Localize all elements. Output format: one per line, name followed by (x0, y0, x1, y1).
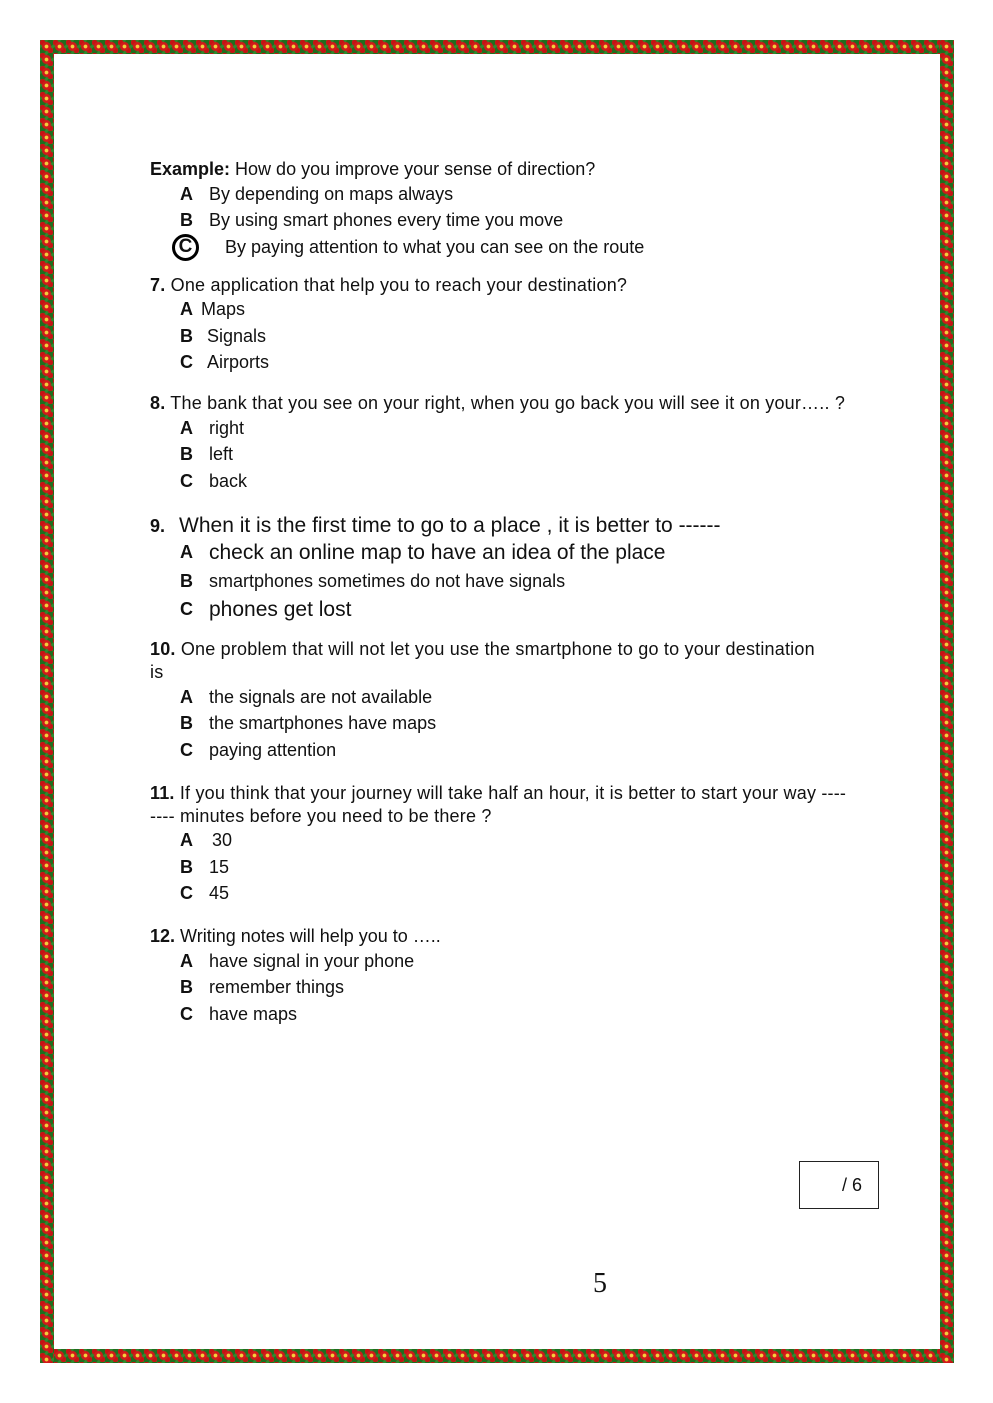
option-letter: C (180, 883, 193, 904)
option-text: By using smart phones every time you move (209, 210, 564, 231)
option-text: By depending on maps always (209, 183, 454, 204)
option-b (150, 711, 870, 738)
option-a (150, 415, 870, 442)
question-8 (150, 392, 870, 495)
score-text: / 6 (841, 1174, 862, 1195)
option-text: Maps (201, 299, 246, 320)
option-letter: B (180, 325, 193, 346)
option-letter: A (180, 830, 193, 851)
option-letter: A (180, 950, 193, 971)
option-text: the smartphones have maps (209, 713, 437, 734)
example-question-text: How do you improve your sense of direction? (230, 159, 596, 179)
question-body: One application that help you to reach your destination? (165, 274, 628, 295)
option-letter: B (180, 713, 193, 734)
option-text: check an online map to have an idea of the place (209, 540, 666, 564)
question-number: 7. (150, 274, 166, 295)
question-body: If you think that your journey will take half an hour, it is better to start your way -------- minutes before you need to be there ? (150, 782, 847, 826)
option-a (150, 297, 870, 324)
decorative-border-left (40, 40, 54, 1363)
option-letter: C (180, 599, 193, 620)
option-b (150, 323, 870, 350)
option-text: By paying attention to what you can see on the route (225, 236, 645, 257)
option-letter: C (180, 470, 193, 491)
option-a (150, 948, 870, 975)
option-text: 30 (212, 830, 233, 851)
question-number: 9. (150, 515, 166, 536)
option-b (150, 567, 870, 596)
question-sheet (150, 158, 870, 1028)
option-c (150, 881, 870, 908)
option-letter: A (180, 417, 193, 438)
example-option-c (150, 234, 870, 261)
option-b (150, 975, 870, 1002)
option-b (150, 854, 870, 881)
question-7 (150, 274, 870, 377)
decorative-border-bottom (40, 1349, 954, 1363)
option-c (150, 350, 870, 377)
option-letter: C (180, 352, 193, 373)
question-12 (150, 925, 870, 1028)
selected-answer-circle: C (172, 234, 199, 261)
question-number: 8. (150, 393, 166, 413)
option-letter: B (180, 856, 193, 877)
option-c (150, 468, 870, 495)
option-letter: B (180, 210, 193, 231)
option-text: smartphones sometimes do not have signals (209, 570, 566, 591)
question-number: 11. (150, 782, 175, 803)
option-text: the signals are not available (209, 686, 433, 707)
question-text (150, 782, 850, 828)
option-text: Signals (207, 325, 267, 346)
option-c (150, 737, 870, 764)
option-letter: A (180, 299, 193, 320)
option-letter: B (180, 977, 193, 998)
option-text: phones get lost (209, 597, 352, 621)
option-letter: C (180, 1003, 193, 1024)
option-text: Airports (207, 352, 270, 373)
question-body: Writing notes will help you to ….. (175, 926, 441, 946)
question-body: One problem that will not let you use the smartphone to go to your destination is (150, 639, 815, 682)
question-number: 10. (150, 639, 176, 659)
question-body: The bank that you see on your right, when you go back you will see it on your….. ? (165, 393, 846, 413)
option-c (150, 596, 870, 625)
option-text: paying attention (209, 739, 337, 760)
option-text: have signal in your phone (209, 950, 415, 971)
question-text (150, 638, 830, 684)
example-option-b (150, 208, 870, 235)
question-9 (150, 513, 870, 625)
option-letter: C (180, 739, 193, 760)
option-text: back (209, 470, 248, 491)
example-label: Example: (150, 159, 231, 179)
question-10 (150, 638, 870, 764)
option-b (150, 442, 870, 469)
question-11 (150, 782, 870, 908)
question-body: When it is the first time to go to a place , it is better to ------ (179, 513, 721, 537)
decorative-border-right (940, 40, 954, 1363)
question-text (150, 513, 870, 539)
option-letter: A (180, 183, 193, 204)
question-text (150, 925, 870, 948)
question-text (150, 274, 870, 297)
option-text: have maps (209, 1003, 298, 1024)
option-text: left (209, 444, 234, 465)
option-letter: A (180, 542, 193, 563)
example-option-a (150, 181, 870, 208)
question-text (150, 392, 862, 415)
example-block (150, 158, 870, 261)
option-letter: B (180, 570, 193, 591)
option-text: 15 (209, 856, 230, 877)
option-text: remember things (209, 977, 345, 998)
option-c (150, 1001, 870, 1028)
option-text: right (209, 417, 245, 438)
option-a (150, 684, 870, 711)
option-letter: A (180, 686, 193, 707)
option-letter: B (180, 444, 193, 465)
option-text: 45 (209, 883, 230, 904)
page-number: 5 (593, 1268, 607, 1299)
score-box (799, 1161, 879, 1209)
option-a (150, 539, 870, 568)
decorative-border-top (40, 40, 954, 54)
question-number: 12. (150, 926, 176, 946)
example-question (150, 158, 870, 181)
option-a (150, 828, 870, 855)
